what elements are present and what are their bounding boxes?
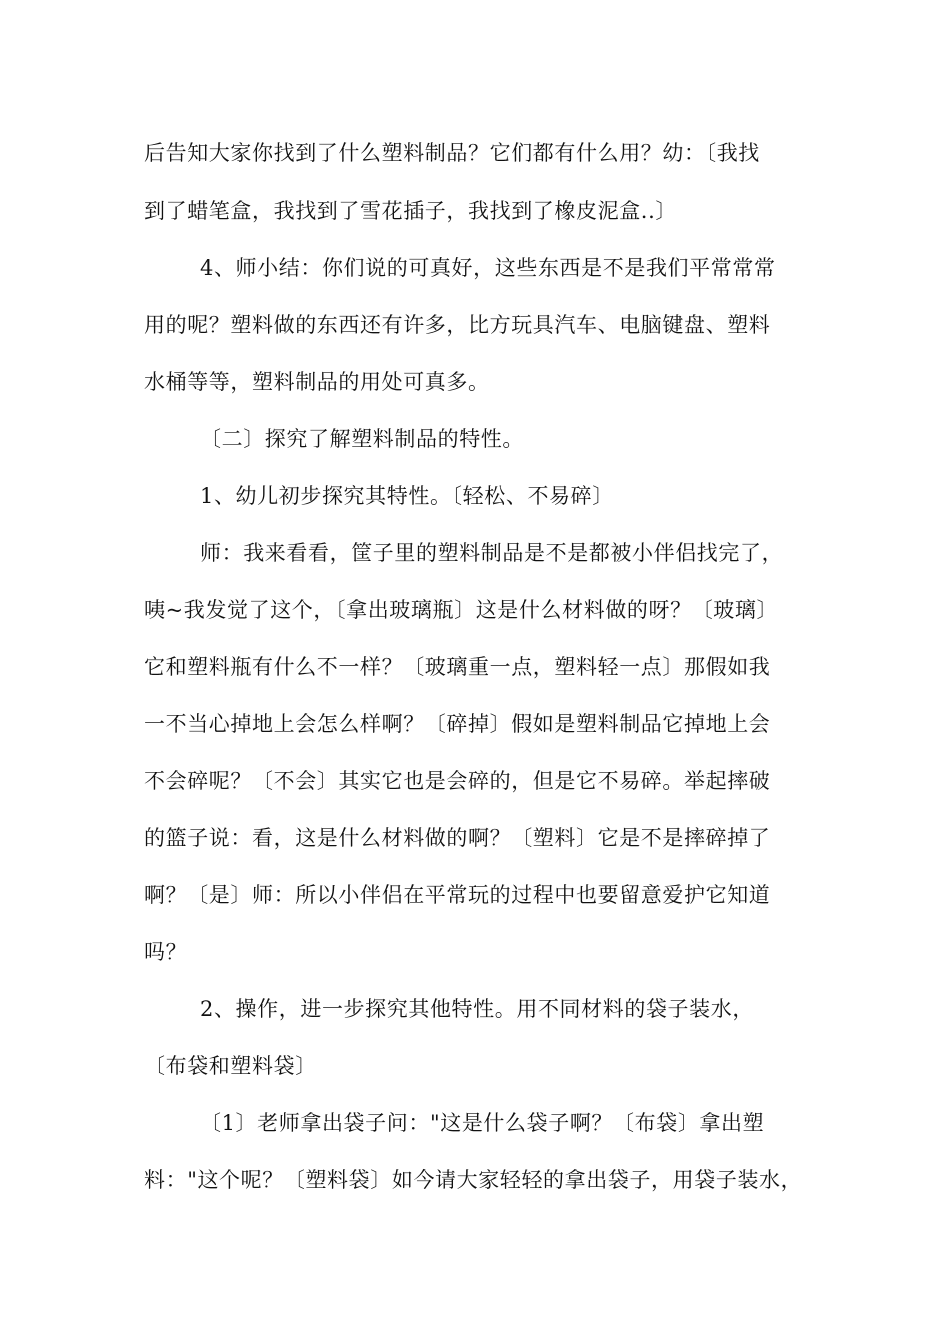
text-line: 4、师小结：你们说的可真好，这些东西是不是我们平常常常 — [200, 256, 776, 280]
text-line: 2、操作，进一步探究其他特性。用不同材料的袋子装水， — [200, 997, 754, 1021]
text-line: 它和塑料瓶有什么不一样？〔玻璃重一点，塑料轻一点〕那假如我 — [144, 655, 771, 679]
section-heading: 〔二〕探究了解塑料制品的特性。 — [200, 427, 524, 451]
text-line: 啊？〔是〕师：所以小伴侣在平常玩的过程中也要留意爱护它知道 — [144, 883, 771, 907]
text-line: 一不当心掉地上会怎么样啊？〔碎掉〕假如是塑料制品它掉地上会 — [144, 712, 771, 736]
text-line: 〔1〕老师拿出袋子问："这是什么袋子啊？〔布袋〕拿出塑 — [200, 1111, 765, 1135]
text-line: 咦~我发觉了这个，〔拿出玻璃瓶〕这是什么材料做的呀？〔玻璃〕 — [144, 598, 779, 622]
text-line: 吗？ — [144, 940, 188, 964]
text-line: 不会碎呢？〔不会〕其实它也是会碎的，但是它不易碎。举起摔破 — [144, 769, 771, 793]
text-line: 〔布袋和塑料袋〕 — [144, 1054, 317, 1078]
text-line: 用的呢？塑料做的东西还有许多，比方玩具汽车、电脑键盘、塑料 — [144, 313, 771, 337]
text-line: 后告知大家你找到了什么塑料制品？它们都有什么用？幼：〔我找 — [144, 141, 760, 165]
text-line: 料："这个呢？〔塑料袋〕如今请大家轻轻的拿出袋子，用袋子装水， — [144, 1168, 803, 1192]
text-line: 1、幼儿初步探究其特性。〔轻松、不易碎〕 — [200, 484, 614, 508]
text-line: 水桶等等，塑料制品的用处可真多。 — [144, 370, 490, 394]
text-line: 师：我来看看，筐子里的塑料制品是不是都被小伴侣找完了， — [200, 541, 784, 565]
text-line: 到了蜡笔盒，我找到了雪花插子，我找到了橡皮泥盒..〕 — [144, 199, 677, 223]
text-line: 的篮子说：看，这是什么材料做的啊？〔塑料〕它是不是摔碎掉了 — [144, 826, 771, 850]
